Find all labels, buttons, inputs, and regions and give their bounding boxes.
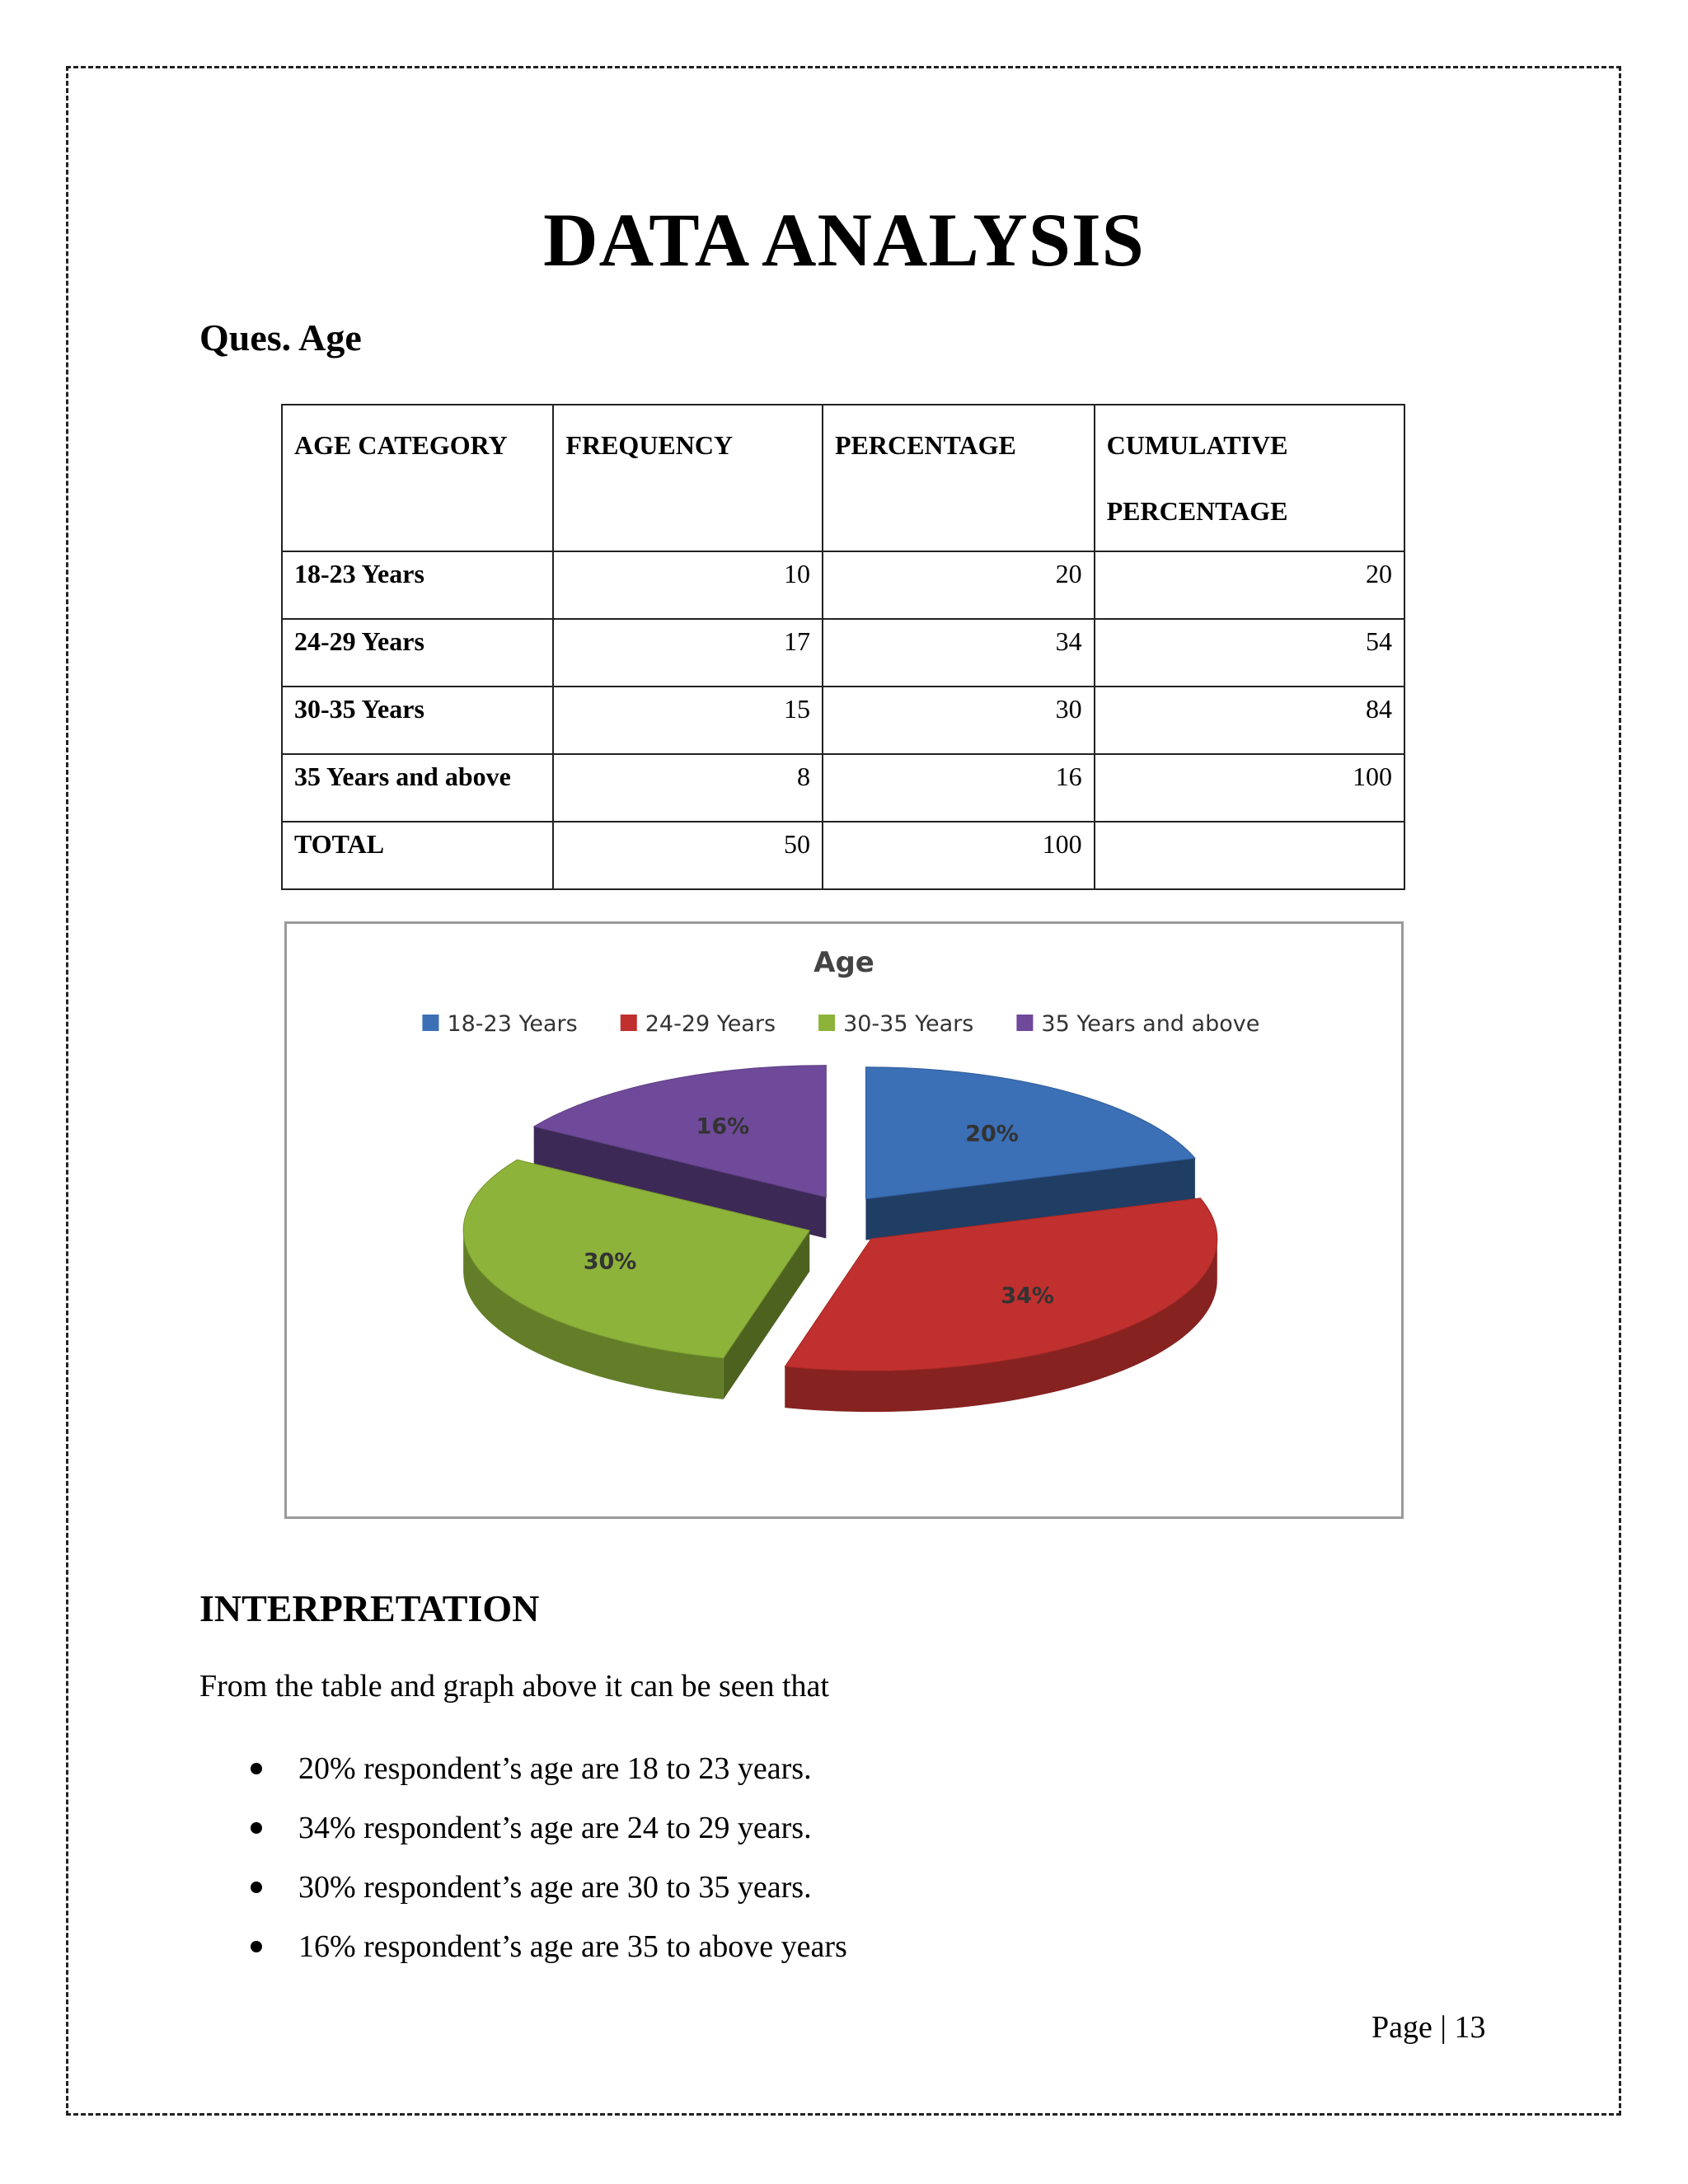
interpretation-list — [199, 1739, 847, 1976]
cell-category: 30-35 Years — [282, 687, 553, 754]
header-cumulative-percentage — [1095, 405, 1404, 551]
cell-frequency: 50 — [553, 822, 823, 889]
page-title: DATA ANALYSIS — [543, 198, 1145, 282]
cell-cumulative: 84 — [1095, 687, 1404, 754]
cell-cumulative: 20 — [1095, 551, 1404, 619]
pie-data-label: 16% — [696, 1113, 750, 1140]
bullet-icon — [251, 1882, 262, 1893]
header-percentage: PERCENTAGE — [823, 405, 1095, 551]
age-frequency-table — [281, 404, 1405, 890]
cell-percentage: 100 — [823, 822, 1095, 889]
list-item-text: 30% respondent’s age are 30 to 35 years. — [298, 1870, 812, 1905]
question-label: Ques. Age — [199, 316, 362, 359]
cell-percentage: 30 — [823, 687, 1095, 754]
legend-label: 35 Years and above — [1041, 1011, 1260, 1037]
pie-data-label: 34% — [1001, 1283, 1054, 1310]
cell-cumulative: 100 — [1095, 754, 1404, 822]
legend-swatch — [818, 1015, 835, 1031]
legend-label: 24-29 Years — [645, 1011, 776, 1037]
list-item — [199, 1917, 847, 1976]
table-row — [282, 619, 1404, 687]
cell-category: 35 Years and above — [282, 754, 553, 822]
bullet-icon — [251, 1763, 262, 1774]
table-row-total — [282, 822, 1404, 889]
list-item-text: 16% respondent’s age are 35 to above years — [298, 1929, 847, 1964]
age-pie-chart — [284, 921, 1404, 1519]
cell-category: 24-29 Years — [282, 619, 553, 687]
table-row — [282, 754, 1404, 822]
cell-percentage: 16 — [823, 754, 1095, 822]
cell-frequency: 10 — [553, 551, 823, 619]
chart-title: Age — [814, 946, 874, 979]
cell-frequency: 17 — [553, 619, 823, 687]
legend-swatch — [621, 1015, 637, 1031]
pie-chart-svg — [287, 924, 1401, 1516]
cell-category: 18-23 Years — [282, 551, 553, 619]
bullet-icon — [251, 1822, 262, 1834]
cell-frequency: 8 — [553, 754, 823, 822]
pie-data-label: 30% — [583, 1249, 637, 1275]
cell-percentage: 34 — [823, 619, 1095, 687]
page-number: Page | 13 — [1372, 2010, 1486, 2045]
list-item — [199, 1798, 847, 1858]
interpretation-heading: INTERPRETATION — [199, 1587, 540, 1629]
header-cumulative-line2: PERCENTAGE — [1106, 496, 1288, 526]
legend-swatch — [422, 1015, 438, 1031]
header-frequency: FREQUENCY — [553, 405, 823, 551]
legend-label: 18-23 Years — [447, 1011, 578, 1037]
legend-label: 30-35 Years — [843, 1011, 974, 1037]
cell-cumulative: 54 — [1095, 619, 1404, 687]
cell-percentage: 20 — [823, 551, 1095, 619]
table-row — [282, 687, 1404, 754]
header-cumulative-line1: CUMULATIVE — [1106, 430, 1288, 460]
table-row — [282, 551, 1404, 619]
list-item-text: 34% respondent’s age are 24 to 29 years. — [298, 1811, 812, 1845]
header-age-category: AGE CATEGORY — [282, 405, 553, 551]
bullet-icon — [251, 1941, 262, 1952]
cell-frequency: 15 — [553, 687, 823, 754]
list-item — [199, 1739, 847, 1798]
pie-data-label: 20% — [965, 1121, 1019, 1147]
cell-category: TOTAL — [282, 822, 553, 889]
cell-cumulative — [1095, 822, 1404, 889]
list-item — [199, 1858, 847, 1917]
legend-swatch — [1016, 1015, 1033, 1031]
table-header-row — [282, 405, 1404, 551]
list-item-text: 20% respondent’s age are 18 to 23 years. — [298, 1751, 812, 1786]
interpretation-intro: From the table and graph above it can be seen that — [199, 1669, 829, 1704]
